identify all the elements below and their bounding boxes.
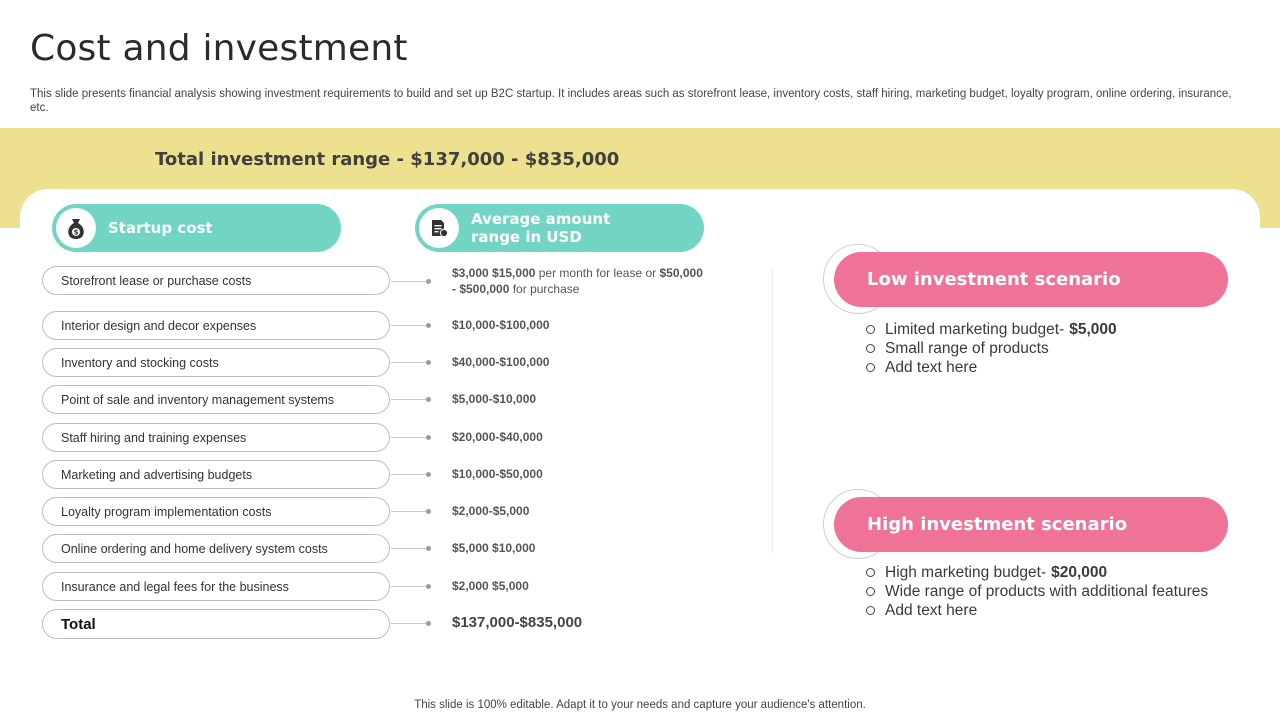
cost-row-loyalty: Loyalty program implementation costs — [42, 497, 390, 526]
cost-row-staff: Staff hiring and training expenses — [42, 423, 390, 452]
high-scenario-title: High investment scenario — [834, 497, 1228, 552]
low-scenario-list — [866, 320, 1117, 377]
row-connector — [391, 511, 427, 512]
average-amount-header — [415, 204, 704, 252]
high-scenario-list — [866, 563, 1208, 620]
value-marketing: $10,000-$50,000 — [452, 467, 543, 481]
svg-text:$: $ — [73, 228, 79, 237]
cost-row-total: Total — [42, 609, 390, 639]
page-title: Cost and investment — [30, 28, 408, 69]
value-storefront-purchase-note: for purchase — [509, 282, 580, 296]
row-connector — [391, 548, 427, 549]
row-connector — [391, 586, 427, 587]
bullet-circle-icon — [866, 587, 875, 596]
low-scenario-title: Low investment scenario — [834, 252, 1228, 307]
value-inventory: $40,000-$100,000 — [452, 355, 550, 369]
money-bag-icon — [56, 208, 96, 248]
list-item: Limited marketing budget- $5,000 — [866, 320, 1117, 339]
row-dot — [426, 360, 431, 365]
average-amount-line2: range in USD — [471, 228, 582, 246]
value-storefront-purchase-start: $50,000 — [659, 266, 703, 280]
row-dot — [426, 472, 431, 477]
value-total: $137,000-$835,000 — [452, 614, 583, 631]
list-item: Add text here — [866, 358, 1117, 377]
value-storefront — [452, 265, 742, 297]
row-connector — [391, 437, 427, 438]
row-connector — [391, 474, 427, 475]
total-investment-range: Total investment range - $137,000 - $835,000 — [155, 149, 620, 170]
cost-row-pos: Point of sale and inventory management systems — [42, 385, 390, 414]
value-loyalty: $2,000-$5,000 — [452, 504, 530, 518]
list-item: High marketing budget- $20,000 — [866, 563, 1208, 582]
page-subtitle: This slide presents financial analysis showing investment requirements to build and set up B2C startup. It includes areas such as storefront lease, inventory costs, staff hiring, marketing budget, loyalty program, online ordering, insurance, etc. — [30, 88, 1232, 114]
startup-cost-header — [52, 204, 341, 252]
value-insurance: $2,000 $5,000 — [452, 579, 529, 593]
bullet-circle-icon — [866, 325, 875, 334]
cost-row-online: Online ordering and home delivery system costs — [42, 534, 390, 563]
average-amount-label — [471, 210, 610, 246]
row-connector — [391, 281, 427, 282]
row-dot — [426, 435, 431, 440]
row-dot — [426, 509, 431, 514]
column-divider — [772, 268, 773, 553]
cost-row-insurance: Insurance and legal fees for the business — [42, 572, 390, 601]
value-interior: $10,000-$100,000 — [452, 318, 550, 332]
row-connector — [391, 362, 427, 363]
row-dot — [426, 279, 431, 284]
bullet-circle-icon — [866, 568, 875, 577]
row-connector — [391, 399, 427, 400]
average-amount-line1: Average amount — [471, 210, 611, 228]
row-connector — [391, 623, 427, 624]
startup-cost-label: Startup cost — [108, 219, 213, 237]
value-storefront-purchase-end: - $500,000 — [452, 282, 510, 296]
row-connector — [391, 325, 427, 326]
bullet-circle-icon — [866, 606, 875, 615]
cost-row-storefront: Storefront lease or purchase costs — [42, 266, 390, 295]
list-item: Small range of products — [866, 339, 1117, 358]
list-item: Add text here — [866, 601, 1208, 620]
row-dot — [426, 546, 431, 551]
value-online: $5,000 $10,000 — [452, 541, 536, 555]
bullet-circle-icon — [866, 363, 875, 372]
bullet-circle-icon — [866, 344, 875, 353]
footer-note: This slide is 100% editable. Adapt it to your needs and capture your audience's attention. — [414, 699, 866, 711]
value-storefront-lease-note: per month for lease or — [535, 266, 660, 280]
value-staff: $20,000-$40,000 — [452, 430, 543, 444]
value-pos: $5,000-$10,000 — [452, 392, 537, 406]
list-item: Wide range of products with additional features — [866, 582, 1208, 601]
row-dot — [426, 584, 431, 589]
cost-row-marketing: Marketing and advertising budgets — [42, 460, 390, 489]
row-dot — [426, 397, 431, 402]
row-dot — [426, 621, 431, 626]
document-coin-icon — [419, 208, 459, 248]
cost-row-inventory: Inventory and stocking costs — [42, 348, 390, 377]
row-dot — [426, 323, 431, 328]
value-storefront-lease: $3,000 $15,000 — [452, 266, 536, 280]
cost-row-interior: Interior design and decor expenses — [42, 311, 390, 340]
